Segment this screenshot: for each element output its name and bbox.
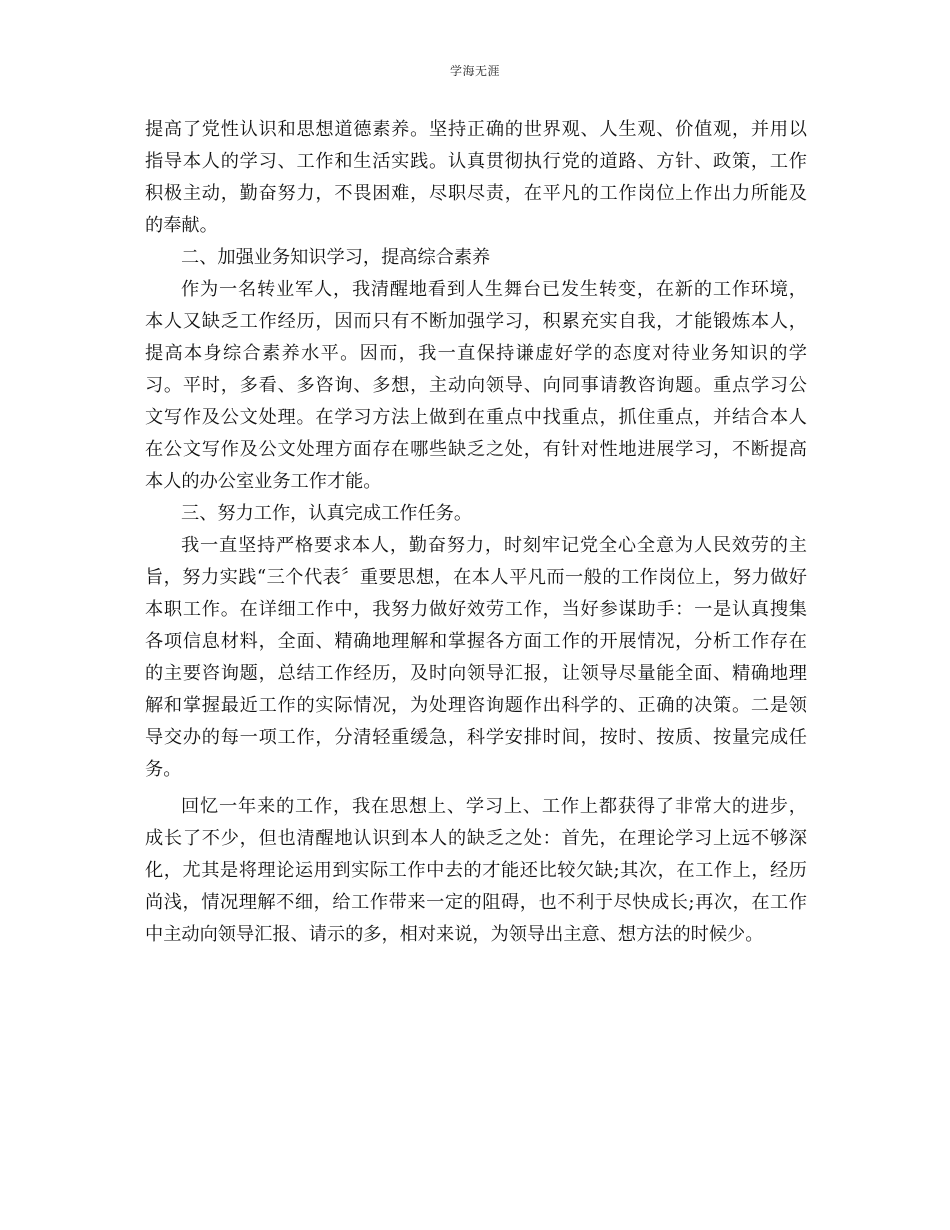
document-body (145, 114, 807, 951)
text-line: 务。 (145, 759, 182, 780)
text-line: 作为一名转业军人，我清醒地看到人生舞台已发生转变，在新的工作环境， (181, 279, 807, 300)
text-line: 本人又缺乏工作经历，因而只有不断加强学习，积累充实自我，才能锻炼本人， (145, 311, 807, 332)
text-line: 在公文写作及公文处理方面存在哪些缺乏之处，有针对性地进展学习，不断提高 (145, 439, 807, 460)
text-line: 我一直坚持严格要求本人，勤奋努力，时刻牢记党全心全意为人民效劳的主 (181, 535, 807, 556)
page-header: 学海无涯 (449, 64, 500, 78)
text-line: 积极主动，勤奋努力，不畏困难，尽职尽责，在平凡的工作岗位上作出力所能及 (145, 183, 807, 204)
text-line: 本人的办公室业务工作才能。 (145, 471, 382, 492)
section-heading: 三、努力工作，认真完成工作任务。 (181, 503, 473, 524)
text-line: 文写作及公文处理。在学习方法上做到在重点中找重点，抓住重点，并结合本人 (145, 407, 807, 428)
text-line: 尚浅，情况理解不细，给工作带来一定的阻碍，也不利于尽快成长;再次，在工作 (145, 892, 807, 913)
text-line: 的奉献。 (145, 215, 218, 236)
text-line: 各项信息材料，全面、精确地理解和掌握各方面工作的开展情况，分析工作存在 (145, 631, 807, 652)
text-line: 旨，努力实践“三个代表〞重要思想，在本人平凡而一般的工作岗位上，努力做好 (145, 567, 807, 588)
text-line: 提高了党性认识和思想道德素养。坚持正确的世界观、人生观、价值观，并用以 (145, 119, 807, 140)
text-line: 回忆一年来的工作，我在思想上、学习上、工作上都获得了非常大的进步， (181, 796, 807, 817)
text-line: 指导本人的学习、工作和生活实践。认真贯彻执行党的道路、方针、政策，工作 (145, 151, 807, 172)
text-line: 本职工作。在详细工作中，我努力做好效劳工作，当好参谋助手：一是认真搜集 (145, 599, 807, 620)
section-heading: 二、加强业务知识学习，提高综合素养 (181, 247, 491, 268)
text-line: 导交办的每一项工作，分清轻重缓急，科学安排时间，按时、按质、按量完成任 (145, 727, 807, 748)
text-line: 习。平时，多看、多咨询、多想，主动向领导、向同事请教咨询题。重点学习公 (145, 375, 807, 396)
text-line: 化，尤其是将理论运用到实际工作中去的才能还比较欠缺;其次，在工作上，经历 (145, 860, 807, 881)
text-line: 的主要咨询题，总结工作经历，及时向领导汇报，让领导尽量能全面、精确地理 (145, 663, 807, 684)
text-line: 成长了不少，但也清醒地认识到本人的缺乏之处：首先，在理论学习上远不够深 (145, 828, 807, 849)
text-line: 提高本身综合素养水平。因而，我一直保持谦虚好学的态度对待业务知识的学 (145, 343, 807, 364)
text-line: 解和掌握最近工作的实际情况，为处理咨询题作出科学的、正确的决策。二是领 (145, 695, 807, 716)
text-line: 中主动向领导汇报、请示的多，相对来说，为领导出主意、想方法的时候少。 (145, 924, 764, 945)
